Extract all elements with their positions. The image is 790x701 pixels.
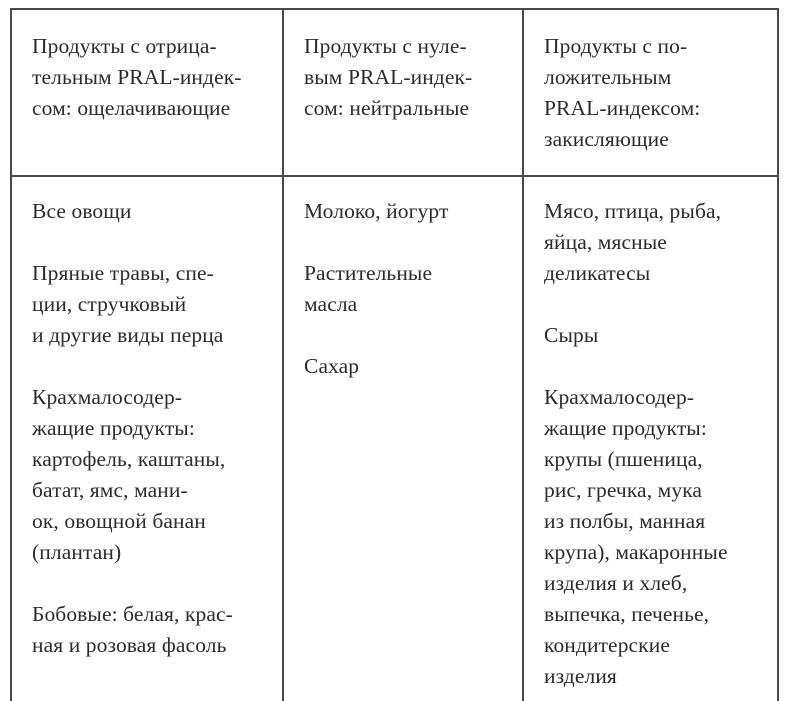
text-line: рис, гречка, мука [544, 478, 703, 502]
text-line: Пряные травы, спе- [32, 261, 214, 285]
list-item [32, 258, 262, 351]
text-line: Крахмалосодер- [544, 385, 695, 409]
text-line: деликатесы [544, 261, 651, 285]
text-line: Сахар [304, 354, 360, 378]
text-line: Продукты с по- [544, 34, 688, 58]
text-line: Мясо, птица, рыба, [544, 199, 722, 223]
cell-negative-pral-items [11, 176, 283, 701]
text-line: выпечка, печенье, [544, 602, 710, 626]
header-cell-content [524, 10, 777, 175]
list-item [32, 599, 262, 661]
text-line: и другие виды перца [32, 323, 224, 347]
header-paragraph [544, 31, 757, 155]
list-item [304, 351, 502, 382]
text-line: Бобовые: белая, крас- [32, 602, 233, 626]
table-header-row [11, 9, 778, 176]
list-item [32, 382, 262, 568]
text-line: сом: нейтральные [304, 96, 470, 120]
body-cell-content [524, 177, 777, 701]
header-paragraph [304, 31, 502, 124]
text-line: Продукты с нуле- [304, 34, 467, 58]
text-line: тельным PRAL-индек- [32, 65, 242, 89]
body-cell-content [284, 177, 522, 398]
text-line: жащие продукты: [32, 416, 195, 440]
list-item [544, 196, 757, 289]
header-cell-content [12, 10, 282, 144]
pral-index-table [10, 8, 779, 701]
text-line: крупы (пшеница, [544, 447, 703, 471]
text-line: Продукты с отрица- [32, 34, 217, 58]
text-line: Молоко, йогурт [304, 199, 449, 223]
text-line: Крахмалосодер- [32, 385, 183, 409]
text-line: жащие продукты: [544, 416, 707, 440]
text-line: батат, ямс, мани- [32, 478, 188, 502]
list-item [304, 258, 502, 320]
text-line: яйца, мясные [544, 230, 667, 254]
list-item [544, 320, 757, 351]
body-cell-content [12, 177, 282, 677]
text-line: Все овощи [32, 199, 132, 223]
column-header-positive-pral [523, 9, 778, 176]
text-line: вым PRAL-индек- [304, 65, 473, 89]
text-line: ложительным [544, 65, 672, 89]
text-line: изделия и хлеб, [544, 571, 688, 595]
table-body [11, 176, 778, 701]
text-line: ции, стручковый [32, 292, 187, 316]
text-line: ок, овощной банан [32, 509, 206, 533]
cell-positive-pral-items [523, 176, 778, 701]
text-line: Растительные [304, 261, 433, 285]
cell-zero-pral-items [283, 176, 523, 701]
text-line: сом: ощелачивающие [32, 96, 231, 120]
text-line: закисляющие [544, 127, 669, 151]
column-header-negative-pral [11, 9, 283, 176]
list-item [304, 196, 502, 227]
text-line: ная и розовая фасоль [32, 633, 227, 657]
text-line: картофель, каштаны, [32, 447, 226, 471]
text-line: PRAL-индексом: [544, 96, 701, 120]
header-paragraph [32, 31, 262, 124]
text-line: Сыры [544, 323, 599, 347]
text-line: из полбы, манная [544, 509, 706, 533]
table-row [11, 176, 778, 701]
column-header-zero-pral [283, 9, 523, 176]
header-cell-content [284, 10, 522, 144]
text-line: масла [304, 292, 358, 316]
text-line: (плантан) [32, 540, 122, 564]
text-line: изделия [544, 664, 617, 688]
text-line: крупа), макаронные [544, 540, 728, 564]
list-item [32, 196, 262, 227]
list-item [544, 382, 757, 692]
text-line: кондитерские [544, 633, 670, 657]
